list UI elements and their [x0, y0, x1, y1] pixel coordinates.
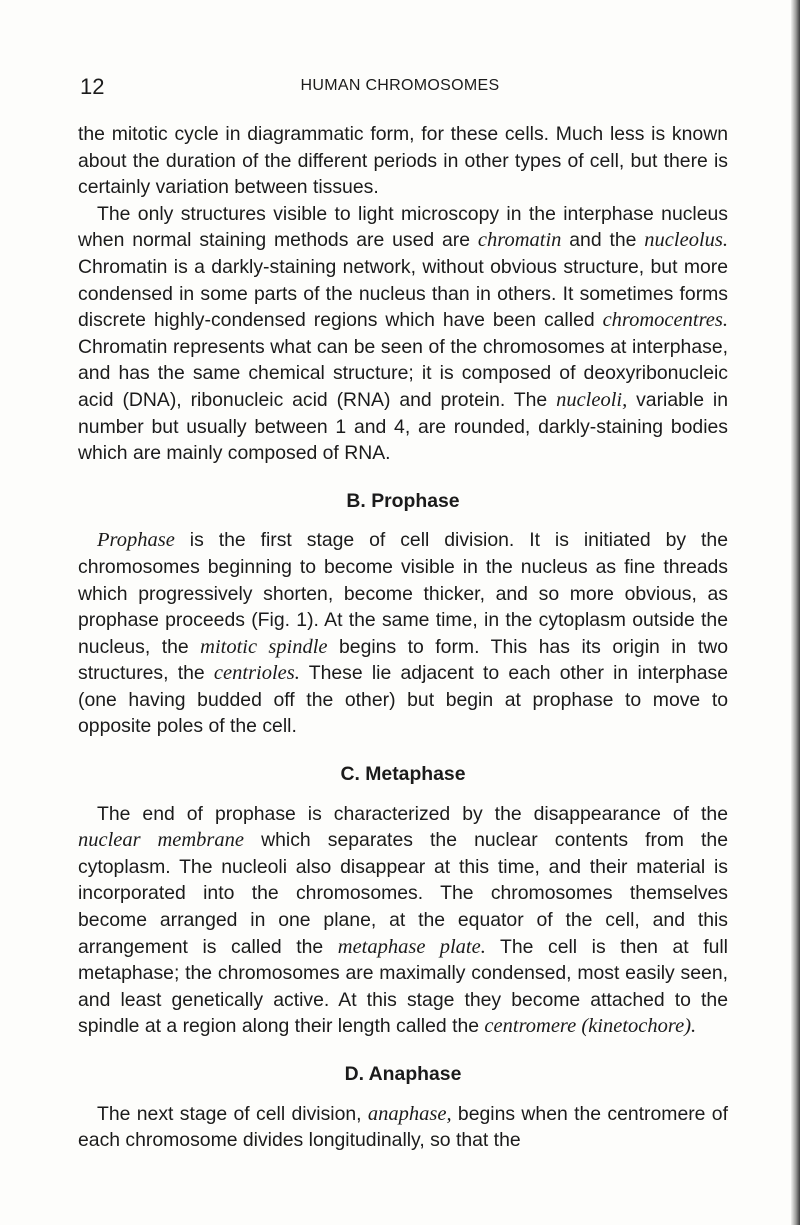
term-chromatin: chromatin — [477, 229, 562, 252]
paragraph-continuation: the mitotic cycle in diagrammatic form, for these cells. Much less is known about the duration of the different periods in other types of cell, but there is certainly variation between tissues. — [78, 123, 728, 199]
term-nucleoli: nucleoli, — [556, 388, 628, 411]
term-nuclear-membrane: nuclear membrane — [78, 829, 244, 852]
term-chromocentres: chromocentres. — [602, 309, 728, 332]
page-edge-shadow — [791, 0, 800, 1225]
term-centrioles: centrioles. — [213, 662, 300, 685]
section-heading-anaphase: D. Anaphase — [344, 1063, 462, 1085]
term-metaphase-plate: metaphase plate. — [337, 935, 486, 958]
paragraph-anaphase: The next stage of cell division, anaphase, begins when the centromere of each chromosome divides longitudinally, so that the — [78, 1102, 728, 1152]
page-header — [80, 74, 720, 98]
term-anaphase: anaphase, — [367, 1102, 452, 1125]
term-centromere: centromere (kinetochore). — [484, 1015, 697, 1038]
section-heading-prophase: B. Prophase — [346, 489, 460, 512]
paragraph-prophase: Prophase is the first stage of cell division. It is initiated by the chromosomes beginning to become visible in the nucleus as fine threads which progressively shorten, become thicker, and so more obvious, as prophase proceeds (Fig. 1). At the same time, in the cytoplasm outside the nucleus, the mitotic spindle begins to form. This has its origin in two structures, the centrioles. These lie adjacent to each other in interphase (one having budded off the other) but begin at prophase to move to opposite poles of the cell. — [78, 529, 728, 738]
paragraph-metaphase: The end of prophase is characterized by the disappearance of the nuclear membrane which separates the nuclear contents from the cytoplasm. The nucleoli also disappear at this time, and their material is incorporated into the chromosomes. The chromosomes themselves become arranged in one plane, at the equator of the cell, and this arrangement is called the metaphase plate. The cell is then at full metaphase; the chromosomes are maximally condensed, most easily seen, and least genetically active. At this stage they become attached to the spindle at a region along their length called the centromere (kinetochore). — [78, 802, 728, 1038]
section-heading-metaphase: C. Metaphase — [340, 763, 466, 786]
page-body — [78, 121, 728, 1154]
running-title: HUMAN CHROMOSOMES — [300, 77, 500, 94]
term-prophase: Prophase — [97, 529, 175, 552]
term-nucleolus: nucleolus. — [644, 229, 728, 252]
term-mitotic-spindle: mitotic spindle — [200, 635, 328, 658]
paragraph-interphase-structures: The only structures visible to light microscopy in the interphase nucleus when normal staining methods are used are chromatin and the nucleolus. Chromatin is a darkly-staining network, without obvious structure, but more condensed in some parts of the nucleus than in others. It sometimes forms discrete highly-condensed regions which have been called chromocentres. Chromatin represents what can be seen of the chromosomes at interphase, and has the same chemical structure; it is composed of deoxyribonucleic acid (DNA), ribonucleic acid (RNA) and protein. The nucleoli, variable in number but usually between 1 and 4, are rounded, darkly-staining bodies which are mainly composed of RNA. — [78, 202, 728, 465]
page-number: 12 — [80, 74, 105, 99]
